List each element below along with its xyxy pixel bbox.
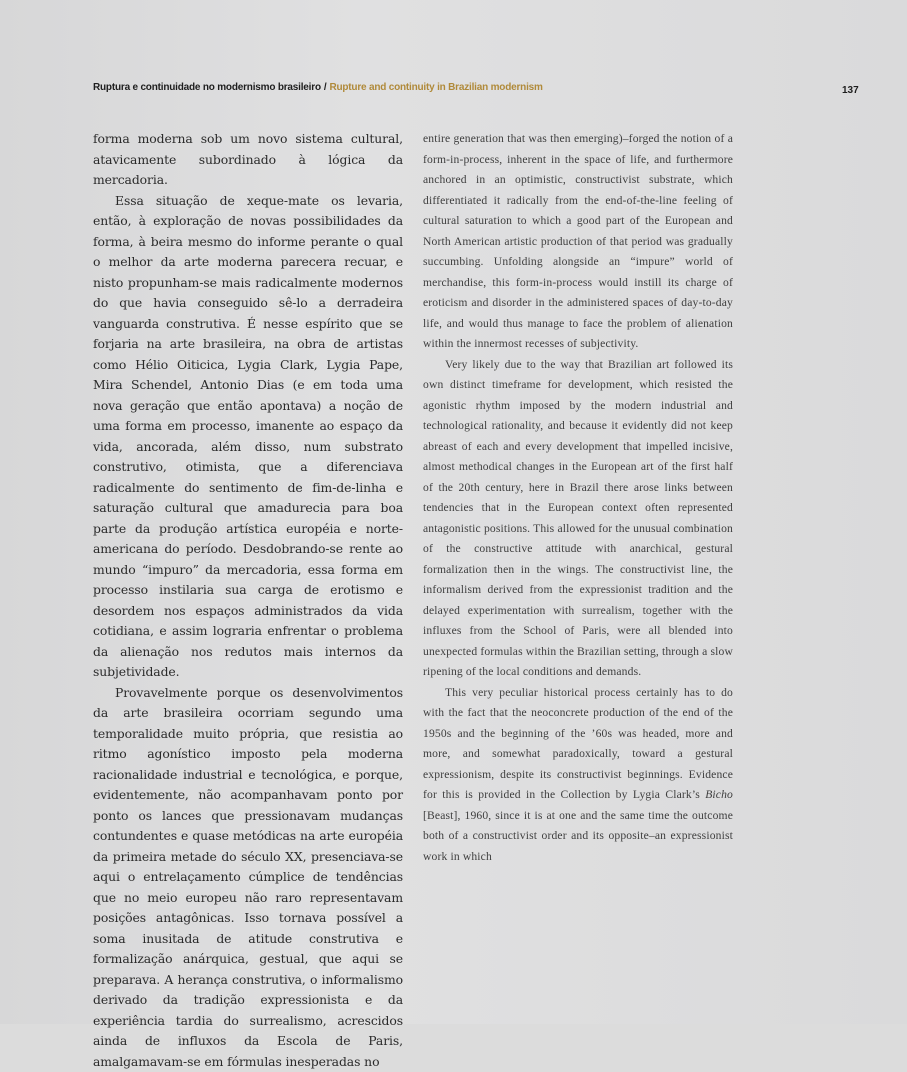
portuguese-column [93,129,403,1072]
english-column [423,129,733,867]
paragraph: entire generation that was then emerging)–forged the notion of a form-in-process, inherent in the space of life, and furthermore anchored in an optimistic, constructivist substrate, which differentiated it radically from the end-of-the-line feeling of cultural saturation to which a good part of the European and North American artistic production of that period was gradually succumbing. Unfolding alongside an “impure” world of merchandise, this form-in-process would instill its charge of eroticism and disorder in the administered spaces of day-to-day life, and would thus manage to face the problem of alienation within the innermost recesses of subjectivity. [423,129,733,355]
paragraph: Very likely due to the way that Brazilian art followed its own distinct timeframe for development, which resisted the agonistic rhythm imposed by the modern industrial and technological rationality, and because it evidently did not keep abreast of each and every development that impelled incisive, almost methodical changes in the European art of the first half of the 20th century, here in Brazil there arose links between tendencies that in the European context often represented antagonistic positions. This allowed for the unusual combination of the constructive attitude with anarchical, gestural formalization then in the wings. The constructivist line, the informalism derived from the expressionist tradition and the delayed experimentation with surrealism, together with the influxes from the School of Paris, were all blended into unexpected formulas within the Brazilian setting, through a slow ripening of the local conditions and demands. [423,355,733,683]
page-number: 137 [842,85,859,96]
paragraph: Essa situação de xeque-mate os levaria, então, à exploração de novas possibilidades da forma, à beira mesmo do informe perante o qual o melhor da arte moderna parecera recuar, e nisto propunham-se mais radicalmente modernos do que havia conseguido sê-lo a derradeira vanguarda construtiva. É nesse espírito que se forjaria na arte brasileira, na obra de artistas como Hélio Oiticica, Lygia Clark, Lygia Pape, Mira Schendel, Antonio Dias (e em toda uma nova geração que então apontava) a noção de uma forma em processo, imanente ao espaço da vida, ancorada, além disso, num substrato construtivo, otimista, que a diferenciava radicalmente do sentimento de fim-de-linha e saturação cultural que amadurecia para boa parte da produção artística européia e norte-americana do período. Desdobrando-se rente ao mundo “impuro” da mercadoria, essa forma em processo instilaria sua carga de erotismo e desordem nos espaços administrados da vida cotidiana, e assim lograria enfrentar o problema da alienação nos redutos mais internos da subjetividade. [93,191,403,683]
paragraph: forma moderna sob um novo sistema cultural, atavicamente subordinado à lógica da mercadoria. [93,129,403,191]
paragraph: Provavelmente porque os desenvolvimentos da arte brasileira ocorriam segundo uma temporalidade muito própria, que resistia ao ritmo agonístico imposto pela moderna racionalidade industrial e tecnológica, e porque, evidentemente, não acompanhavam ponto por ponto os lances que pressionavam mudanças contundentes e quase metódicas na arte européia da primeira metade do século XX, presenciava-se aqui o entrelaçamento cúmplice de tendências que no meio europeu não raro representavam posições antagônicas. Isso tornava possível a soma inusitada de atitude construtiva e formalização anárquica, gestual, que aqui se preparava. A herança construtiva, o informalismo derivado da tradição expressionista e da experiência tardia do surrealismo, acrescidos ainda de influxos da Escola de Paris, amalgamavam-se em fórmulas inesperadas no [93,683,403,1072]
paragraph-text: This very peculiar historical process certainly has to do with the fact that the neoconcrete production of the end of the 1950s and the beginning of the ’60s was headed, more and more, and somewhat paradoxically, toward a gestural expressionism, despite its constructivist beginnings. Evidence for this is provided in the Collection by Lygia Clark’s [423,686,733,802]
header-separator: / [324,82,327,93]
artwork-title: Bicho [705,788,733,801]
header-title-english: Rupture and continuity in Brazilian modernism [329,82,542,93]
running-header [93,82,863,100]
paragraph-text: [Beast], 1960, since it is at one and the same time the outcome both of a constructivist order and its opposite–an expressionist work in which [423,809,733,863]
header-title-portuguese: Ruptura e continuidade no modernismo brasileiro [93,82,321,93]
paragraph [423,683,733,868]
